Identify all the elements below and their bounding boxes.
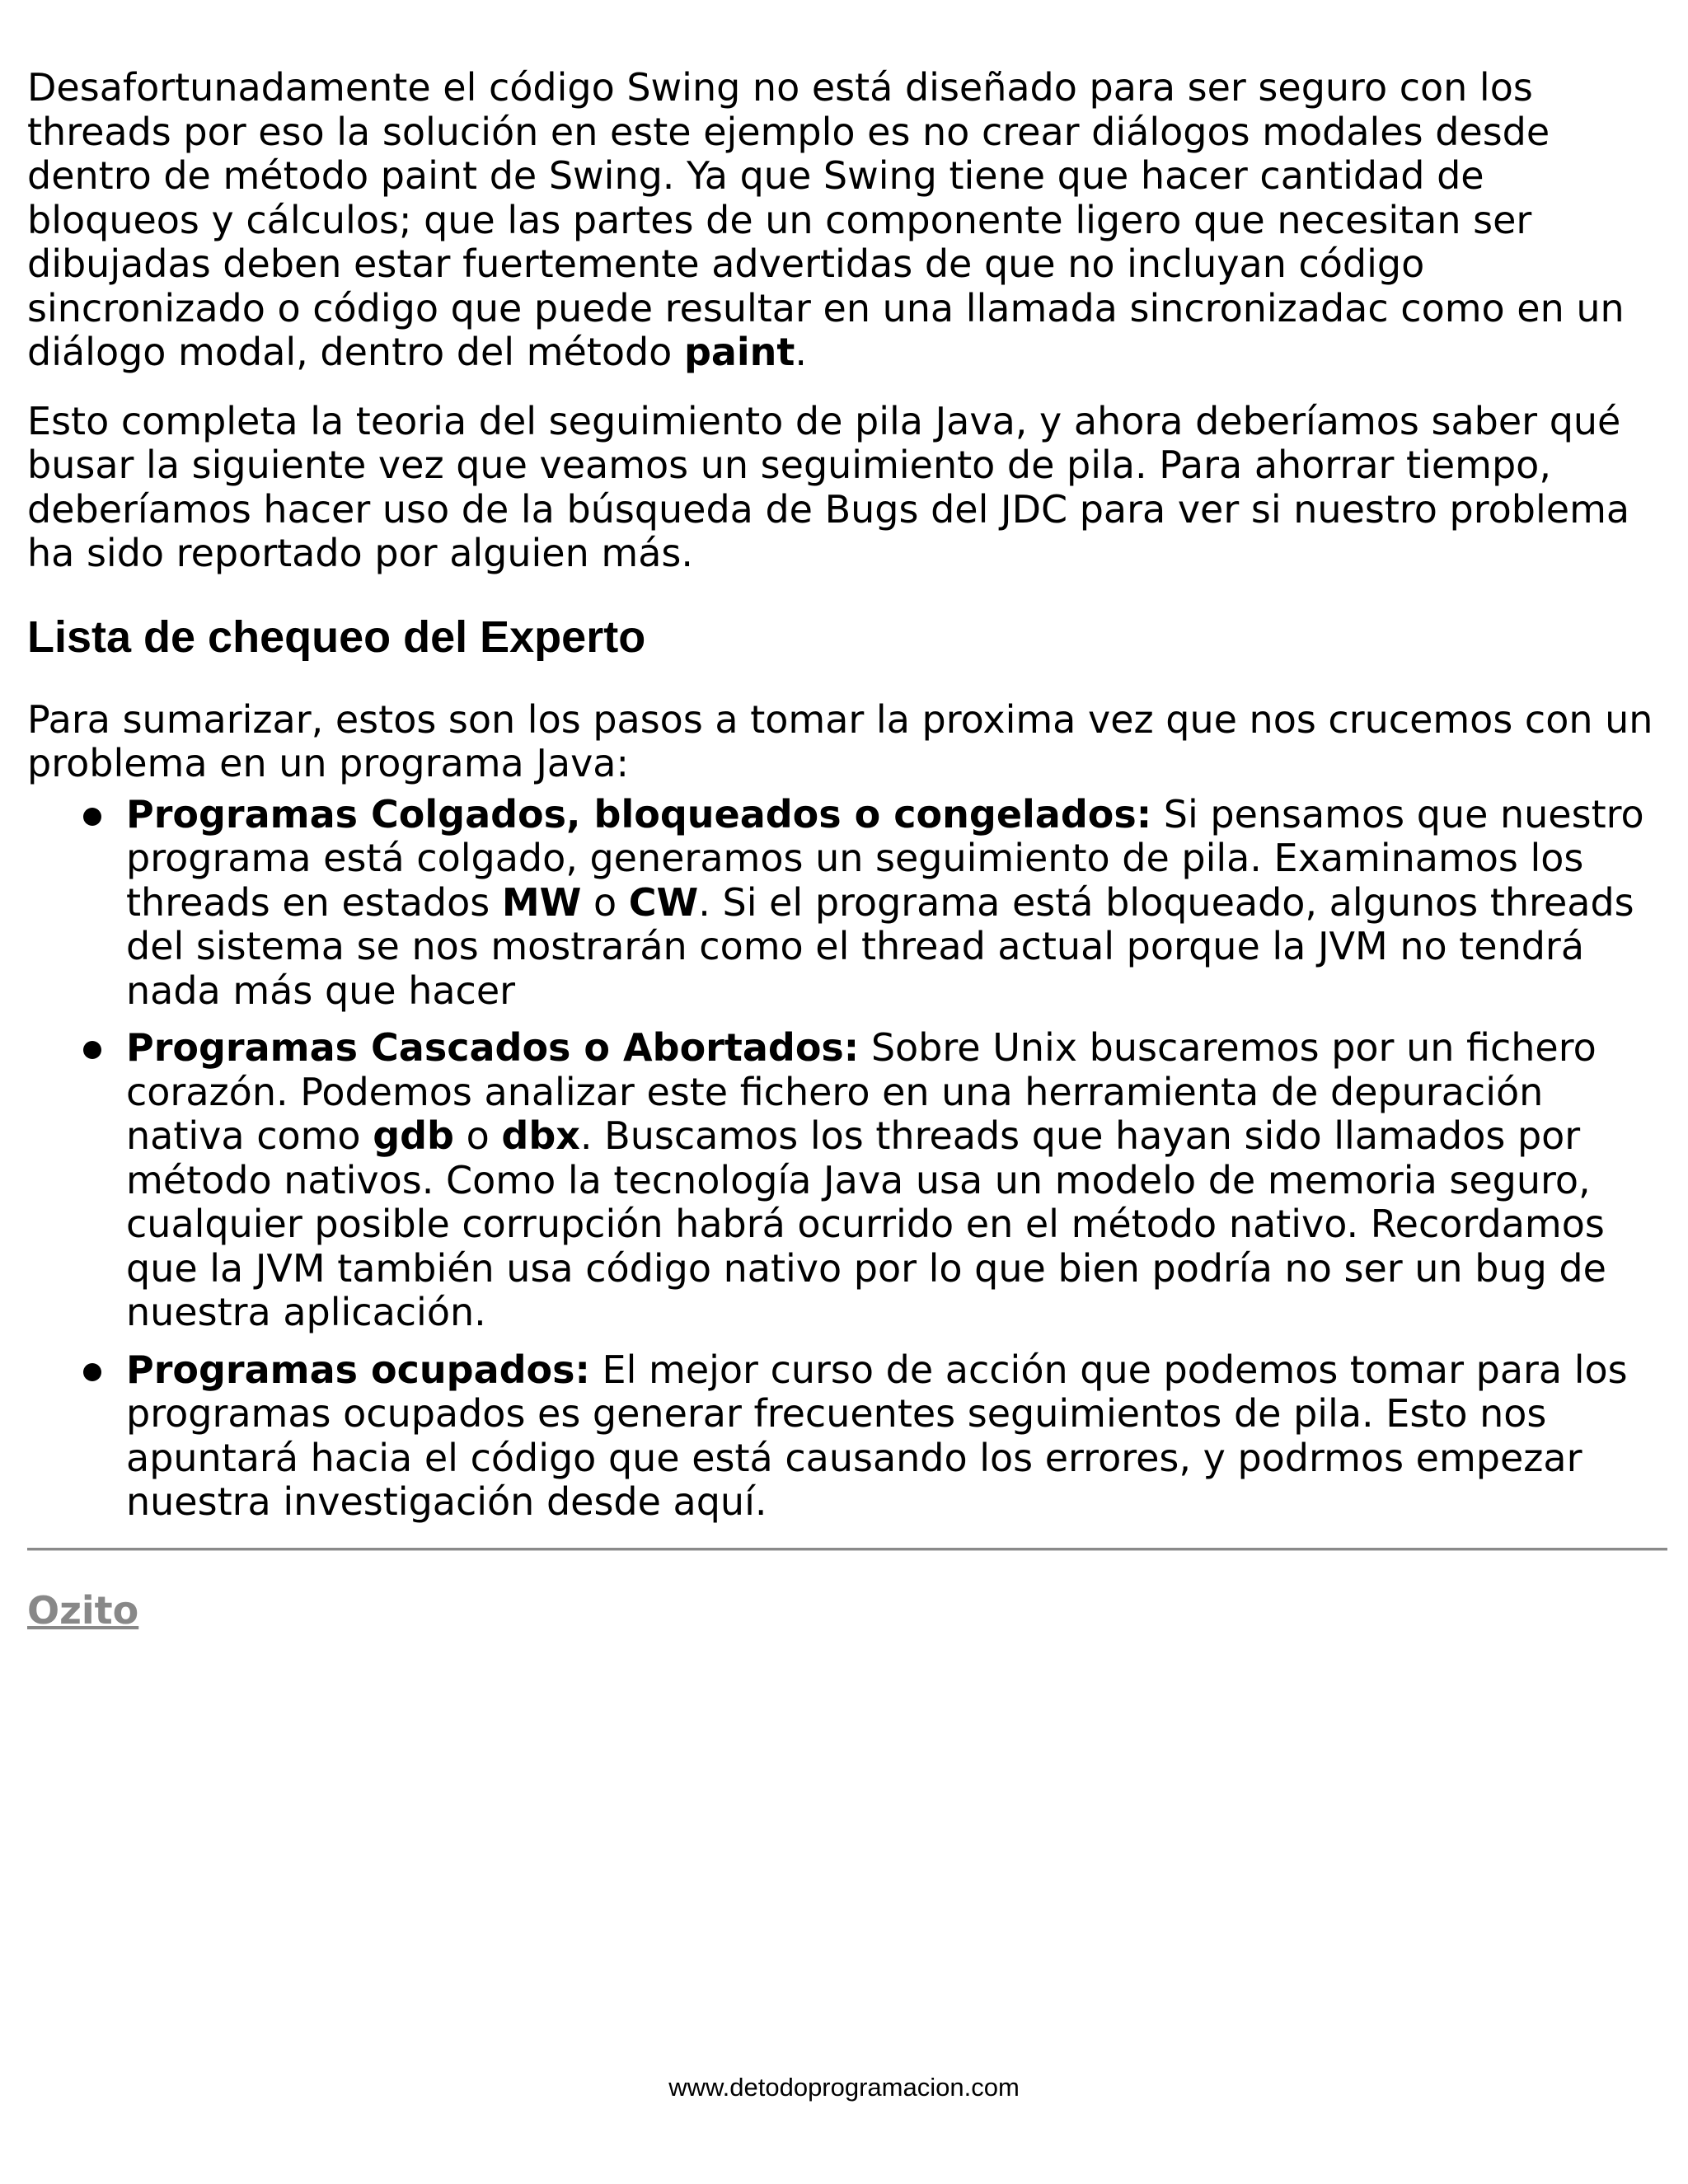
bullet-icon bbox=[83, 1041, 101, 1059]
list-item-text: El mejor curso de acción que podemos tomar para los programas ocupados es generar frecuentes seguimientos de pila. Esto nos apuntará hacia el código que está causando los errores, y podrmos empezar nuestra investigación desde aquí. bbox=[126, 1347, 1628, 1524]
bullet-icon bbox=[83, 1363, 101, 1381]
footer-url: www.detodoprogramacion.com bbox=[668, 2073, 1020, 2102]
list-item-text: Sobre Unix buscaremos por un fichero corazón. Podemos analizar este fichero en una herramienta de depuración nativa como bbox=[126, 1025, 1597, 1158]
list-item-title: Programas Cascados o Abortados: bbox=[126, 1025, 860, 1070]
list-item-text: Si pensamos que nuestro programa está colgado, generamos un seguimiento de pila. Examinamos los threads en estados bbox=[126, 791, 1644, 925]
list-item-text: o bbox=[581, 879, 629, 925]
list-item-text: o bbox=[454, 1113, 502, 1158]
bullet-icon bbox=[83, 808, 101, 826]
list-item-text: . Si el programa está bloqueado, algunos threads del sistema se nos mostrarán como el thread actual porque la JVM no tendrá nada más que hacer bbox=[126, 879, 1634, 1013]
paragraph-text: Desafortunadamente el código Swing no está diseñado para ser seguro con los threads por eso la solución en este ejemplo es no crear diálogos modales desde dentro de método paint de Swing. Ya que Swing tiene que hacer cantidad de bloqueos y cálculos; que las partes de un componente ligero que necesitan ser dibujadas deben estar fuertemente advertidas de que no incluyan código sincronizado o código que puede resultar en una llamada sincronizadac como en un diálogo modal, dentro del método bbox=[27, 65, 1625, 374]
horizontal-divider bbox=[27, 1548, 1667, 1551]
bold-term-mw: MW bbox=[501, 879, 582, 925]
checklist bbox=[27, 793, 1667, 1525]
bold-term-paint: paint bbox=[683, 330, 795, 374]
list-item-title: Programas Colgados, bloqueados o congelados: bbox=[126, 791, 1152, 837]
list-item-crashed-programs bbox=[126, 1026, 1667, 1335]
bold-term-gdb: gdb bbox=[373, 1113, 454, 1158]
paragraph-end: . bbox=[795, 330, 808, 374]
document-body bbox=[27, 66, 1667, 1633]
bold-term-cw: CW bbox=[628, 879, 699, 925]
list-item-hung-programs bbox=[126, 793, 1667, 1014]
list-item-title: Programas ocupados: bbox=[126, 1347, 590, 1392]
bold-term-dbx: dbx bbox=[501, 1113, 580, 1158]
checklist-intro: Para sumarizar, estos son los pasos a tomar la proxima vez que nos crucemos con un problema en un programa Java: bbox=[27, 696, 1653, 785]
section-heading: Lista de chequeo del Experto bbox=[27, 612, 646, 662]
paragraph-swing-threads bbox=[27, 66, 1667, 375]
ozito-link[interactable]: Ozito bbox=[27, 1587, 139, 1633]
list-item-busy-programs bbox=[126, 1348, 1667, 1525]
paragraph-stack-trace-summary: Esto completa la teoria del seguimiento de pila Java, y ahora deberíamos saber qué busar la siguiente vez que veamos un seguimiento de pila. Para ahorrar tiempo, deberíamos hacer uso de la búsqueda de Bugs del JDC para ver si nuestro problema ha sido reportado por alguien más. bbox=[27, 398, 1630, 575]
list-item-text: . Buscamos los threads que hayan sido llamados por método nativos. Como la tecnología Java usa un modelo de memoria seguro, cualquier posible corrupción habrá ocurrido en el método nativo. Recordamos que la JVM también usa código nativo por lo que bien podría no ser un bug de nuestra aplicación. bbox=[126, 1113, 1606, 1334]
